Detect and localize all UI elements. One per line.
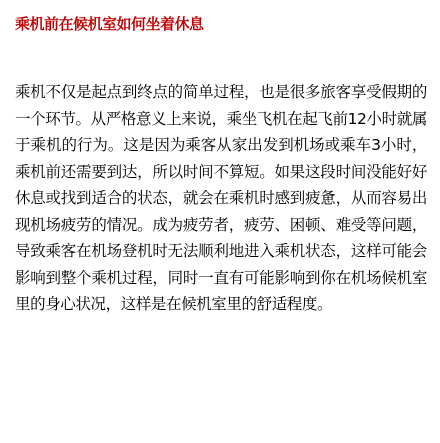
document-title: 乘机前在候机室如何坐着休息: [15, 15, 204, 33]
document-body-paragraph: 乘机不仅是起点到终点的简单过程，也是很多旅客享受假期的一个环节。从严格意义上来说，乘坐飞机在起飞前12小时就属于乘机的行为。这是因为乘客从家出发到机场或乘车3小时，乘机前还需要到达，所以时间不算短。如果这段时间没能好好休息或找到适合的状态，就会在乘机时感到疲惫，从而容易出现机场疲劳的情况。成为疲劳者，疲劳、困顿、难受等问题，导致乘客在机场登机时无法顺利地进入乘机状态，这样可能会影响到整个乘机过程，同时一直有可能影响到你在机场候机室里的身心状况，这样是在候机室里的舒适程度。: [15, 83, 427, 313]
